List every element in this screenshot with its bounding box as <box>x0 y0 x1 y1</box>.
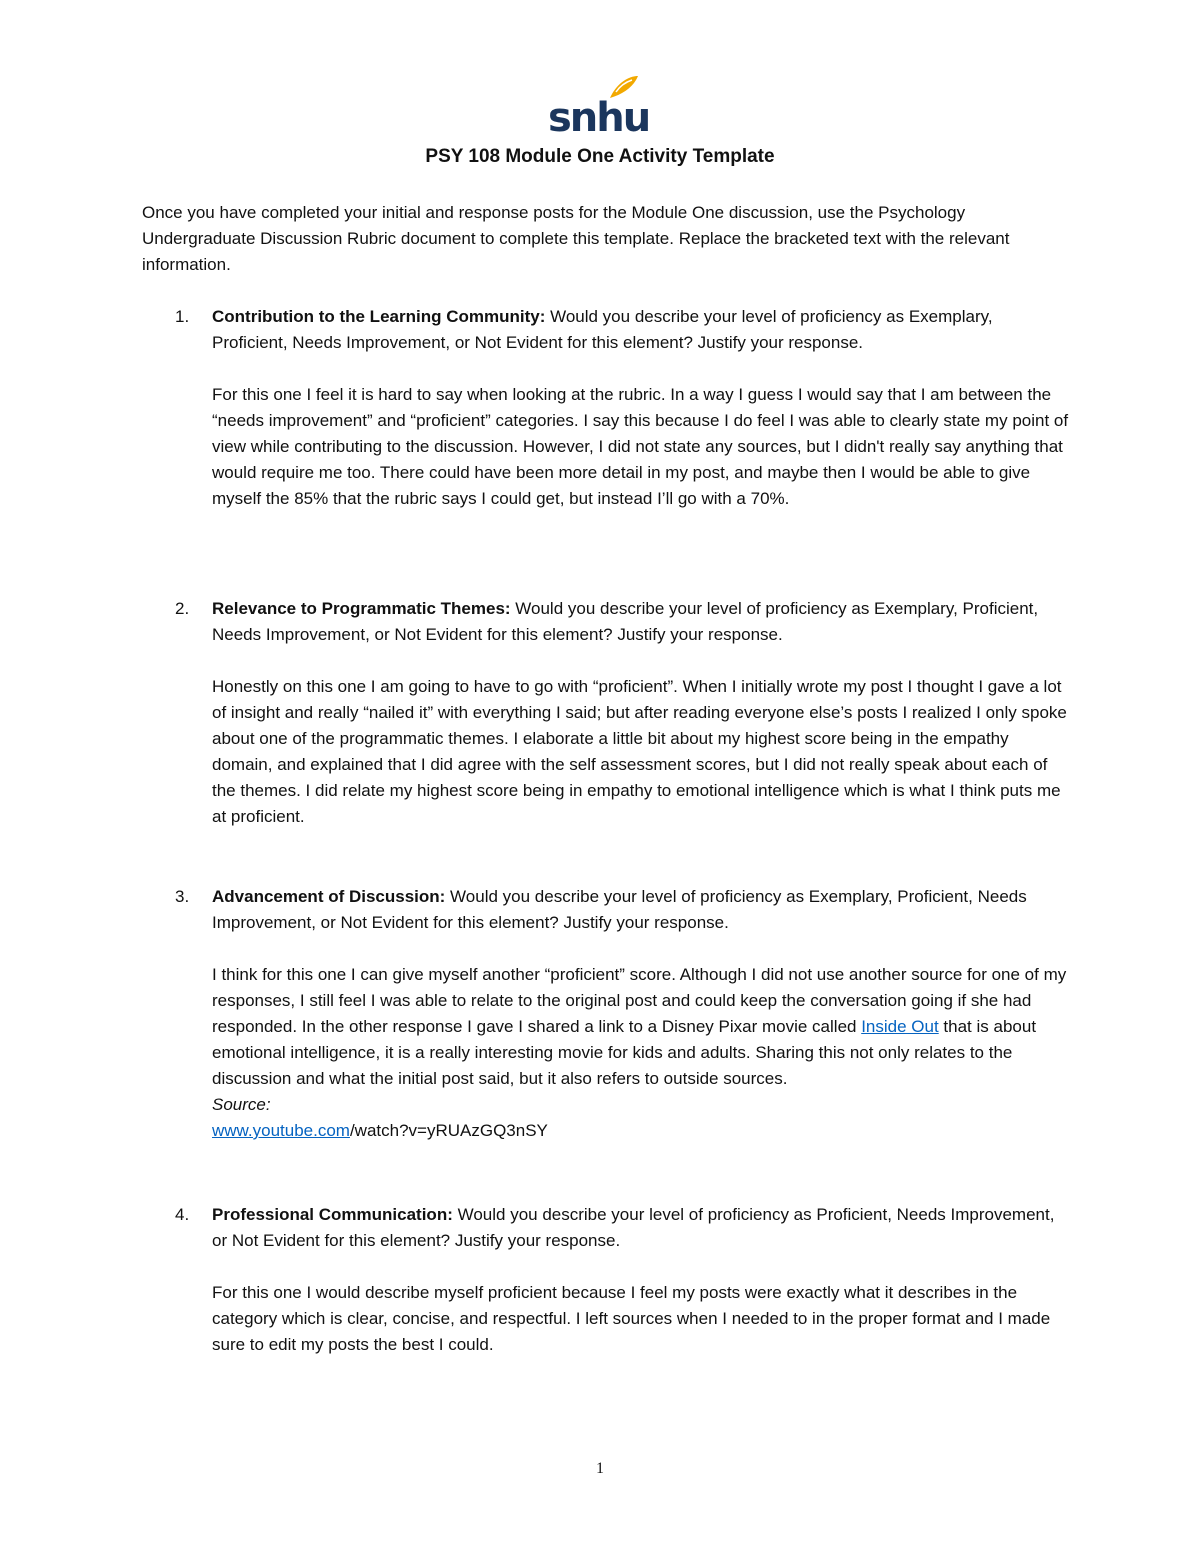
item-answer: For this one I would describe myself proficient because I feel my posts were exactly what it describes in the category which is clear, concise, and respectful. I left sources when I needed to in the proper format and I made sure to edit my posts the best I could. <box>212 1283 1051 1354</box>
snhu-logo <box>548 74 650 141</box>
item-heading: Relevance to Programmatic Themes: <box>212 599 511 618</box>
item-question: Would you describe your level of proficiency as Exemplary, Proficient, Needs Improvement, or Not Evident for this element? Justify your response. <box>212 307 993 352</box>
logo-wordmark: snhu <box>548 95 650 141</box>
item-prompt <box>212 884 1072 936</box>
youtube-link[interactable]: www.youtube.com <box>212 1121 350 1140</box>
item-question: Would you describe your level of proficiency as Exemplary, Proficient, Needs Improvement, or Not Evident for this element? Justify your response. <box>212 887 1027 932</box>
item-heading: Professional Communication: <box>212 1205 453 1224</box>
item-prompt <box>212 596 1072 648</box>
item-answer: For this one I feel it is hard to say when looking at the rubric. In a way I guess I would say that I am between the “needs improvement” and “proficient” categories. I say this because I do feel I was able to clearly state my point of view while contributing to the discussion. However, I did not state any sources, but I didn't really say anything that would require me too. There could have been more detail in my post, and maybe then I would be able to give myself the 85% that the rubric says I could get, but instead I’ll go with a 70%. <box>212 385 1069 508</box>
source-url <box>212 1118 1072 1144</box>
item-number: 4. <box>175 1205 190 1224</box>
item-answer <box>212 962 1072 1092</box>
page-title: PSY 108 Module One Activity Template <box>425 146 775 167</box>
inside-out-link[interactable]: Inside Out <box>861 1017 939 1036</box>
item-answer: Honestly on this one I am going to have to go with “proficient”. When I initially wrote my post I thought I gave a lot of insight and really “nailed it” with everything I said; but after reading everyone else’s posts I realized I only spoke about one of the programmatic themes. I elaborate a little bit about my highest score being in the empathy domain, and explained that I did agree with the self assessment scores, but I did not really speak about each of the themes. I did relate my highest score being in empathy to emotional intelligence which is what I think puts me at proficient. <box>212 677 1067 826</box>
item-question: Would you describe your level of proficiency as Exemplary, Proficient, Needs Improvement, or Not Evident for this element? Justify your response. <box>212 599 1039 644</box>
item-question: Would you describe your level of proficiency as Proficient, Needs Improvement, or Not Evident for this element? Justify your response. <box>212 1205 1055 1250</box>
intro-paragraph: Once you have completed your initial and response posts for the Module One discussion, use the Psychology Undergraduate Discussion Rubric document to complete this template. Replace the bracketed text with the relevant information. <box>142 203 1010 274</box>
item-number: 3. <box>175 887 190 906</box>
item-heading: Advancement of Discussion: <box>212 887 446 906</box>
item-number: 1. <box>175 307 190 326</box>
answer-text: that is about emotional intelligence, it is a really interesting movie for kids and adults. Sharing this not only relates to the discussion and what the initial post said, but it also refers to outside sources. <box>212 1017 1037 1088</box>
item-prompt <box>212 304 1072 356</box>
page-number: 1 <box>596 1460 604 1477</box>
item-heading: Contribution to the Learning Community: <box>212 307 546 326</box>
source-url-path: /watch?v=yRUAzGQ3nSY <box>349 1121 548 1140</box>
item-prompt <box>212 1202 1072 1254</box>
source-label: Source: <box>212 1095 271 1114</box>
answer-text: I think for this one I can give myself another “proficient” score. Although I did not use another source for one of my responses, I still feel I was able to relate to the original post and could keep the conversation going if she had responded. In the other response I gave I shared a link to a Disney Pixar movie called <box>212 965 1067 1036</box>
item-number: 2. <box>175 599 190 618</box>
